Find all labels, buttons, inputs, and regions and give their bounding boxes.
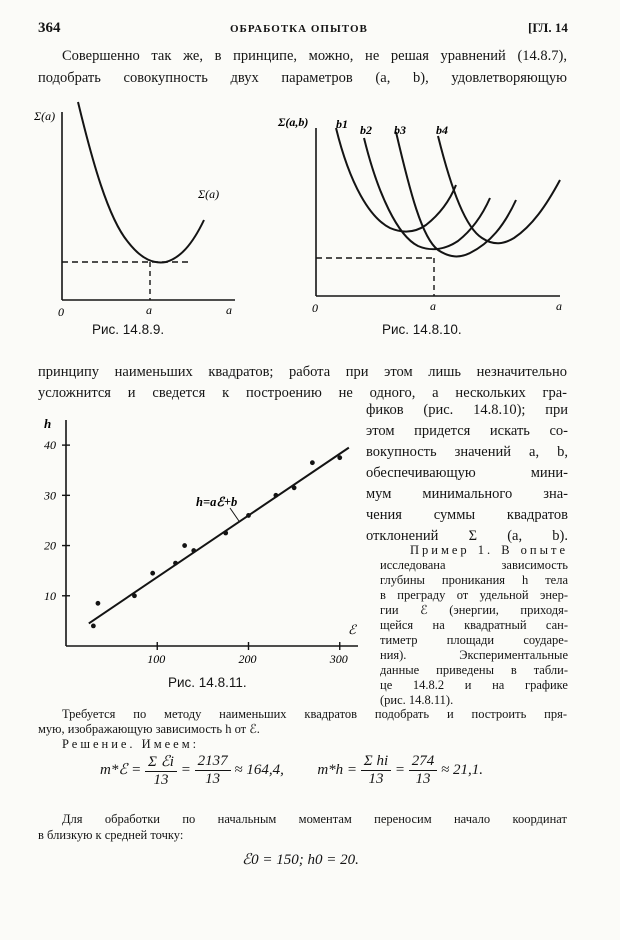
example-line: исследована зависимость xyxy=(380,558,568,572)
y-tick-label: 10 xyxy=(44,588,56,603)
fig9-curve-label: Σ(a) xyxy=(198,187,220,201)
fig10-label-b1: b1 xyxy=(336,117,348,131)
example-line: щейся на квадратный сан- xyxy=(380,618,568,632)
body-line-1: принципу наименьших квадратов; работа при этом лишь незначительно xyxy=(38,364,567,380)
closing-line-1: Для обработки по начальным моментам переносим начало координат xyxy=(62,812,567,826)
fig10-caption: Рис. 14.8.10. xyxy=(382,322,462,337)
requirement-line-2: мую, изображающую зависимость h от ℰ. xyxy=(38,722,260,736)
body-right-line: чения суммы квадратов xyxy=(366,507,568,523)
figure-14-8-10 xyxy=(270,100,580,330)
m-e-symbol: m*ℰ xyxy=(100,761,128,778)
fig10-label-b3: b3 xyxy=(394,123,406,137)
data-point xyxy=(182,543,187,548)
m-h-symbol: m*h xyxy=(317,761,344,778)
fig10-curve-b1 xyxy=(336,128,456,232)
fig9-min-label: a xyxy=(146,303,152,317)
body-right-column xyxy=(366,400,568,547)
fig10-curve-b2 xyxy=(364,138,490,249)
figure-14-8-9 xyxy=(30,100,260,330)
body-line-2: усложнится и сведется к построению не одного, а нескольких гра- xyxy=(38,385,567,401)
example-line: це 14.8.2 и на графике xyxy=(380,678,568,692)
y-tick-label: 20 xyxy=(44,538,56,553)
fig10-min-label: a xyxy=(430,299,436,313)
moments-formula: m*ℰ = $\frac{\text{Σ ℰi}}{13}$ = $\frac{2137}{13}$ ≈ 164,4, m*h = $\frac{\text{Σ hi}}{13}$ = $\frac{274}{13}$ ≈ 21,1. xyxy=(100,753,483,788)
fig9-caption: Рис. 14.8.9. xyxy=(92,322,165,337)
body-right-line: фиков (рис. 14.8.10); при xyxy=(366,402,568,418)
data-point xyxy=(91,624,96,629)
page-number: 364 xyxy=(38,20,61,36)
fig11-line-label: h=aℰ+b xyxy=(196,495,238,509)
x-tick-label: 200 xyxy=(238,652,257,666)
sum-e-fraction: $\frac{\text{Σ ℰi}}{13}$ xyxy=(145,752,177,789)
y-tick-label: 30 xyxy=(44,488,56,503)
fig10-label-b4: b4 xyxy=(436,123,448,137)
body-right-line: мум минимального зна- xyxy=(366,486,568,502)
example-line: глубины проникания h тела xyxy=(380,573,568,587)
fit-line-leader xyxy=(230,508,239,522)
example-line: тиметр площади соударе- xyxy=(380,633,568,647)
example-line: Пример 1. В опыте xyxy=(410,543,568,557)
x-tick-label: 300 xyxy=(329,652,348,666)
body-right-line: этом придется искать со- xyxy=(366,423,568,439)
figure-14-8-11 xyxy=(30,410,365,670)
requirement-line-1: Требуется по методу наименьших квадратов подобрать и построить пря- xyxy=(62,707,567,721)
fig10-origin: 0 xyxy=(312,301,318,315)
fig9-origin: 0 xyxy=(58,305,64,319)
intro-line-1: Совершенно так же, в принципе, можно, не решая уравнений (14.8.7), xyxy=(62,48,567,64)
body-right-line: отклонений Σ (a, b). xyxy=(366,528,568,544)
fig10-y-label: Σ(a,b) xyxy=(278,115,309,129)
h-value-fraction: $\frac{274}{13}$ xyxy=(409,753,438,788)
data-point xyxy=(310,460,315,465)
fig9-x-label: a xyxy=(226,303,232,317)
example-line: в преграду от удельной энер- xyxy=(380,588,568,602)
e-value-fraction: $\frac{2137}{13}$ xyxy=(195,753,231,788)
fig11-x-label: ℰ xyxy=(348,622,356,637)
example-line: (рис. 14.8.11). xyxy=(380,693,454,707)
data-point xyxy=(96,601,101,606)
data-point xyxy=(150,571,155,576)
body-right-line: обеспечивающую мини- xyxy=(366,465,568,481)
fig10-x-label: a xyxy=(556,299,562,313)
example-line: гии ℰ (энергии, приходя- xyxy=(380,603,568,617)
h-result: ≈ 21,1. xyxy=(441,761,483,778)
example-line: ния). Экспериментальные xyxy=(380,648,568,662)
e-result: ≈ 164,4, xyxy=(234,761,284,778)
body-right-line: вокупность значений a, b, xyxy=(366,444,568,460)
running-title: ОБРАБОТКА ОПЫТОВ xyxy=(230,23,368,35)
closing-formula: ℰ0 = 150; h0 = 20. xyxy=(242,852,359,868)
fit-line xyxy=(89,448,349,624)
fig11-y-label: h xyxy=(44,416,52,431)
intro-line-2: подобрать совокупность двух параметров (a, b), удовлетворяющую xyxy=(38,70,567,86)
fig11-caption: Рис. 14.8.11. xyxy=(168,675,247,690)
fig9-curve xyxy=(78,102,204,262)
example-block xyxy=(380,543,568,708)
chapter-mark: [ГЛ. 14 xyxy=(528,20,568,35)
closing-line-2: в близкую к средней точку: xyxy=(38,828,184,842)
fig10-label-b2: b2 xyxy=(360,123,372,137)
solution-label: Решение. Имеем: xyxy=(62,737,200,751)
y-tick-label: 40 xyxy=(44,438,56,453)
x-tick-label: 100 xyxy=(147,652,166,666)
example-line: данные приведены в табли- xyxy=(380,663,568,677)
sum-h-fraction: $\frac{\text{Σ hi}}{13}$ xyxy=(361,753,391,788)
fig9-y-label: Σ(a) xyxy=(34,109,56,123)
